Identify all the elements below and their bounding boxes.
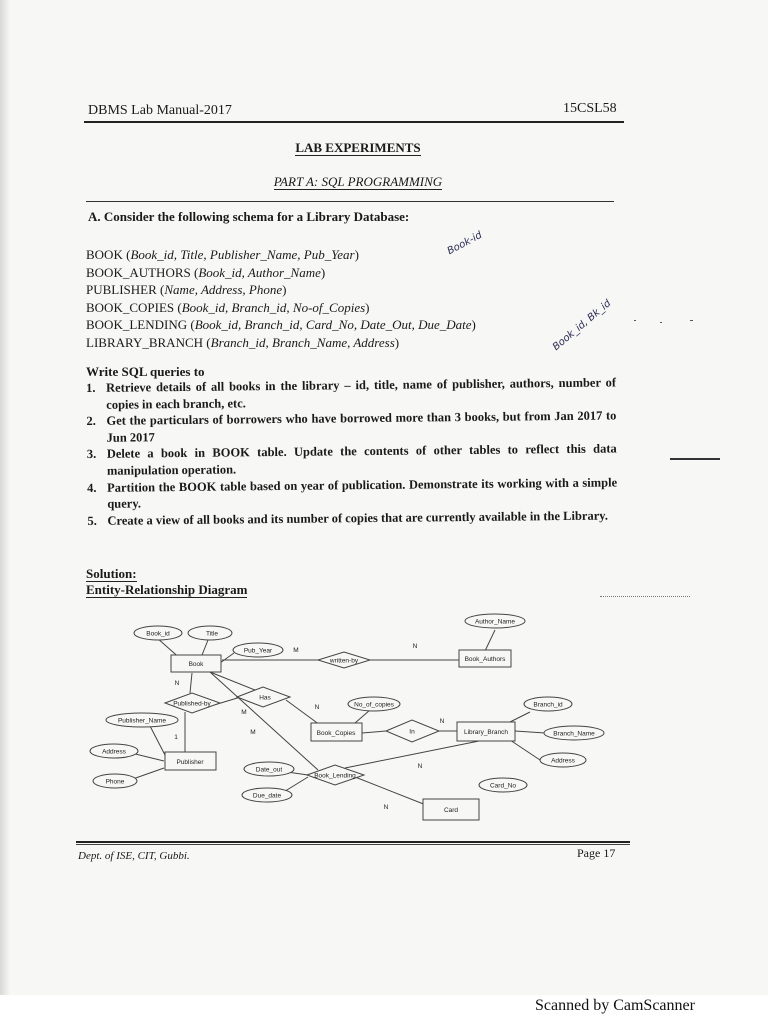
schema-row: BOOK_COPIES (Book_id, Branch_id, No-of_Copies) — [86, 299, 370, 315]
cardinality-label: N — [174, 680, 180, 687]
er-diagram — [0, 600, 768, 830]
header-divider — [84, 121, 624, 123]
query-list — [86, 374, 618, 529]
pen-mark — [634, 320, 636, 321]
cardinality-label: N — [412, 643, 418, 650]
queries-intro: Write SQL queries to — [86, 364, 205, 379]
schema-row: BOOK_LENDING (Book_id, Branch_id, Card_No, Date_Out, Due_Date) — [86, 317, 476, 333]
entity-book-copies: Book_Copies — [316, 730, 356, 737]
entity-book: Book — [188, 661, 204, 668]
attr-author-name: Author_Name — [474, 618, 516, 626]
lab-experiments-heading: LAB EXPERIMENTS — [295, 140, 421, 155]
rel-book-lending: Book_Lending — [314, 772, 356, 780]
query-item: 1. Retrieve details of all books in the library – id, title, name of publisher, authors, number of copies in each branch, etc. — [86, 375, 617, 412]
attr-address: Address — [102, 748, 126, 756]
query-item: 5. Create a view of all books and its number of copies that are currently available in the Library. — [87, 508, 608, 528]
camscanner-watermark: Scanned by CamScanner — [535, 997, 695, 1014]
query-item: 2. Get the particulars of borrowers who have borrowed more than 3 books, but from Jan 2017 to Jun 2017 — [86, 408, 617, 445]
cardinality-label: N — [314, 704, 320, 711]
footer-divider — [76, 841, 630, 843]
pen-mark — [660, 322, 662, 323]
schema-row: PUBLISHER (Name, Address, Phone) — [86, 282, 287, 298]
course-code: 15CSL58 — [563, 101, 617, 116]
attr-book-id: Book_id — [146, 630, 170, 638]
pen-mark — [670, 458, 720, 460]
rel-has: Has — [259, 694, 271, 702]
cardinality-label: N — [417, 763, 423, 770]
cardinality-label: 1 — [174, 734, 178, 741]
part-a-heading: PART A: SQL PROGRAMMING — [273, 174, 443, 189]
entity-card: Card — [443, 807, 459, 814]
attr-branch-name: Branch_Name — [553, 730, 595, 738]
er-diagram-heading: Entity-Relationship Diagram — [86, 582, 248, 597]
entity-library-branch: Library_Branch — [463, 729, 509, 736]
attr-phone: Phone — [105, 778, 125, 786]
attr-title: Title — [205, 630, 219, 638]
entity-book-authors: Book_Authors — [464, 656, 506, 663]
attr-due-date: Due_date — [252, 792, 282, 800]
department-footer: Dept. of ISE, CIT, Gubbi. — [78, 850, 190, 862]
attr-card-no: Card_No — [489, 782, 517, 790]
attr-pub-year: Pub_Year — [243, 647, 273, 655]
attr-branch-id: Branch_id — [533, 701, 563, 709]
manual-title: DBMS Lab Manual-2017 — [88, 103, 232, 118]
schema-list — [86, 246, 476, 352]
rel-written-by: written-by — [329, 657, 359, 665]
rel-published-by: Published-by — [173, 700, 211, 708]
cardinality-label: M — [250, 729, 256, 736]
query-item: 4. Partition the BOOK table based on year of publication. Demonstrate its working with a simple query. — [87, 475, 618, 511]
solution-heading: Solution: — [86, 566, 137, 581]
schema-row: BOOK (Book_id, Title, Publisher_Name, Pub_Year) — [86, 247, 359, 262]
entity-publisher: Publisher — [176, 759, 204, 766]
footer-divider — [76, 844, 630, 845]
query-item: 3. Delete a book in BOOK table. Update the contents of other tables to reflect this data manipulation operation. — [86, 441, 617, 478]
handwritten-note: Book_id, Bk_id — [550, 298, 614, 353]
rel-in: In — [409, 728, 415, 736]
attr-date-out: Date_out — [255, 766, 283, 774]
cardinality-label: M — [293, 647, 299, 654]
schema-intro: A. Consider the following schema for a Library Database: — [88, 209, 410, 224]
schema-row: BOOK_AUTHORS (Book_id, Author_Name) — [86, 264, 326, 280]
attr-address-branch: Address — [551, 757, 575, 765]
cardinality-label: M — [241, 709, 247, 716]
schema-row: LIBRARY_BRANCH (Branch_id, Branch_Name, Address) — [86, 334, 400, 350]
section-divider — [86, 201, 614, 202]
pen-mark — [600, 596, 690, 597]
handwritten-note: Book-id — [445, 229, 485, 258]
cardinality-label: N — [383, 804, 389, 811]
cardinality-label: N — [439, 718, 445, 725]
pen-mark — [690, 320, 693, 321]
attr-publisher-name: Publisher_Name — [117, 717, 167, 725]
page-number: Page 17 — [577, 846, 616, 860]
attr-no-of-copies: No_of_copies — [354, 701, 394, 709]
